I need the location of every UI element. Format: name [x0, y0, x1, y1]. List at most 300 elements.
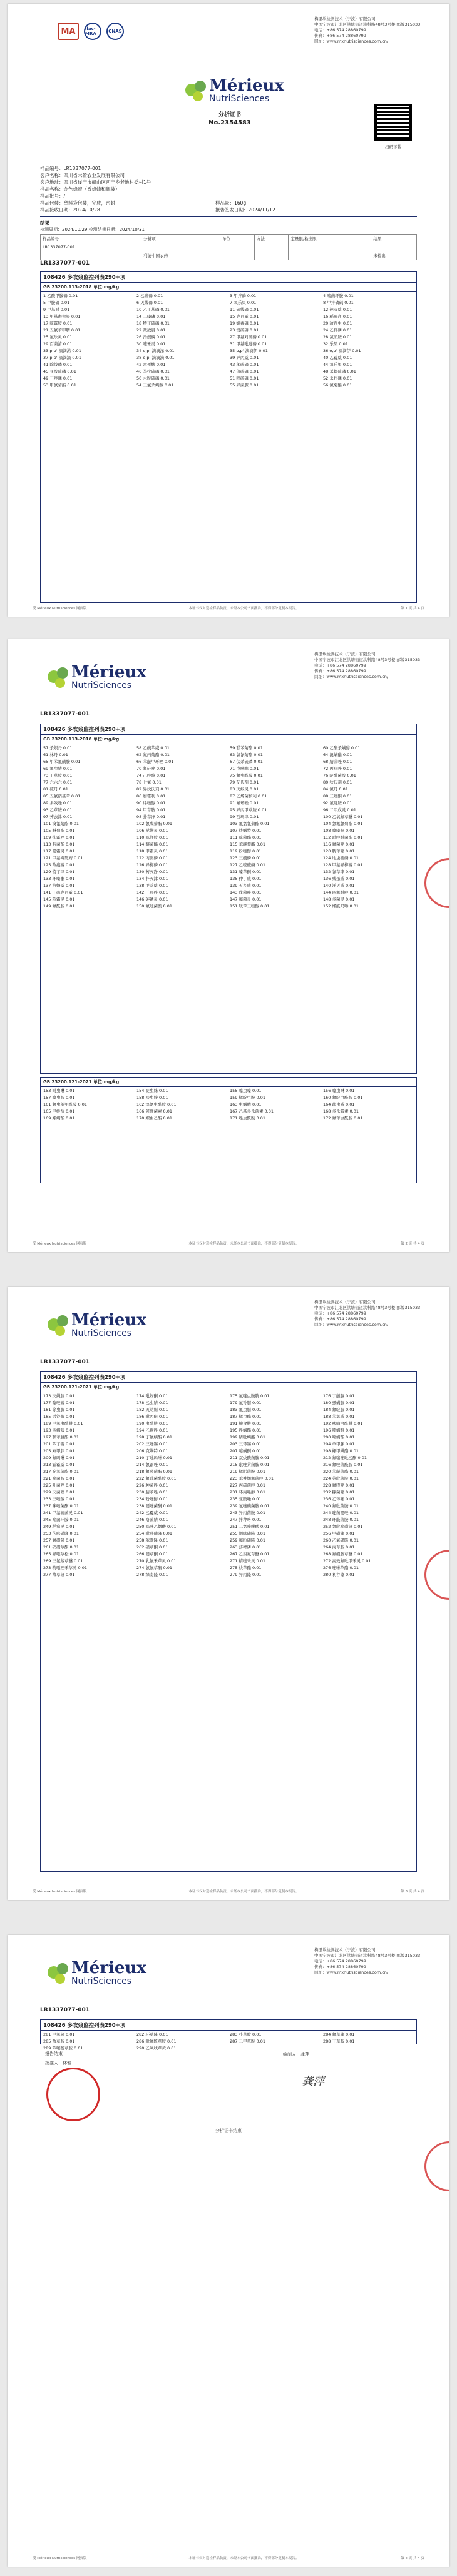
pesticide-item: 102 氰戊菊酯 0.01 — [136, 821, 173, 826]
pesticide-item: 229 灭菌唑 0.01 — [43, 1490, 75, 1495]
pesticide-item: 47 倍硫磷 0.01 — [230, 369, 259, 374]
company-fax: 传真：+86 574 28860799 — [314, 33, 366, 38]
pesticide-item: 254 吡嘧磺隆 0.01 — [136, 1531, 173, 1536]
lr-number: LR1337077-001 — [40, 1359, 90, 1365]
pesticide-item: 119 粉唑醇 0.01 — [230, 849, 262, 854]
pesticide-item: 96 二甲戊灵 0.01 — [323, 807, 356, 812]
pesticide-item: 203 三环锡 0.01 — [230, 1442, 262, 1447]
pesticide-item: 211 双炔酰菌胺 0.01 — [230, 1455, 270, 1460]
pesticide-item: 110 咪鲜胺 0.01 — [136, 835, 168, 840]
company-fax: 传真：+86 574 28860799 — [314, 1316, 366, 1321]
info-key: 样品名称： — [40, 186, 64, 192]
pesticide-item: 153 吡虫啉 0.01 — [43, 1088, 75, 1093]
pesticide-item: 197 联苯肼酯 0.01 — [43, 1435, 80, 1440]
pesticide-item: 156 噻虫啉 0.01 — [323, 1088, 355, 1093]
pesticide-item: 280 利谷隆 0.01 — [323, 1572, 355, 1577]
cnas-mark: CNAS — [106, 23, 124, 40]
pesticide-item: 106 哒螨灵 0.01 — [136, 828, 168, 833]
section-title: 108426 多农残监控列表290+项 — [41, 1372, 416, 1383]
company-address: 中国宁波市江北区洪塘街道洪科路48号3号楼 邮编315033 — [314, 1305, 421, 1310]
pesticide-item: 157 噻虫胺 0.01 — [43, 1095, 75, 1100]
pesticide-item: 32 乐果 0.01 — [323, 341, 348, 346]
pesticide-item: 257 氯磺隆 0.01 — [43, 1538, 75, 1543]
pesticide-item: 164 茚虫威 0.01 — [323, 1102, 355, 1107]
pesticide-item: 70 氟硅唑 0.01 — [136, 766, 166, 771]
signer-name: 林雅 — [63, 2061, 71, 2066]
pesticide-item: 284 氟草隆 0.01 — [323, 2032, 355, 2037]
pesticide-item: 63 氯氰菊酯 0.01 — [230, 752, 263, 757]
pesticide-item: 141 丁硫克百威 0.01 — [43, 890, 83, 895]
pesticide-item: 146 萎锈灵 0.01 — [136, 897, 168, 902]
pesticide-item: 126 异柳磷 0.01 — [136, 862, 168, 867]
pesticide-item: 83 灭蚁灵 0.01 — [230, 787, 259, 792]
pesticide-item: 100 乙氧氟草醚 0.01 — [323, 814, 363, 819]
pesticide-item: 52 杀扑磷 0.01 — [323, 376, 352, 381]
pesticide-item: 74 己唑醇 0.01 — [136, 773, 166, 778]
pesticide-item: 71 戊唑醇 0.01 — [230, 766, 259, 771]
signer-label: 批准人： — [45, 2061, 63, 2066]
company-web: 网址：www.mxnutrisciences.com.cn/ — [314, 39, 389, 44]
pesticide-item: 179 氟铃脲 0.01 — [230, 1400, 262, 1405]
company-fax: 传真：+86 574 28860799 — [314, 1964, 366, 1969]
info-row — [40, 206, 275, 213]
company-info — [314, 652, 439, 680]
info-value: 四川省遂宁市船山区西宁乡老池村委村1号 — [63, 179, 151, 185]
company-name: 梅里埃检测技术（宁波）有限公司 — [314, 16, 376, 21]
pesticide-item: 183 氟虫脲 0.01 — [230, 1407, 262, 1412]
page-number: 第 1 页 共 4 页 — [401, 607, 424, 610]
brand-logo — [183, 78, 284, 104]
pesticide-item: 256 甲磺隆 0.01 — [323, 1531, 355, 1536]
report-end-note: 报告结束 — [45, 2051, 63, 2056]
info-value: 四川省未赞农业发展有限公司 — [63, 173, 125, 178]
info-row — [40, 193, 275, 200]
section-std: GB 23200.121-2021 单位:mg/kg — [41, 1078, 416, 1087]
pesticide-item: 64 溴螨酯 0.01 — [323, 752, 352, 757]
pesticide-item: 161 氯虫苯甲酰胺 0.01 — [43, 1102, 88, 1107]
pesticide-item: 176 丁醚脲 0.01 — [323, 1393, 355, 1398]
pesticide-item: 202 三唑锡 0.01 — [136, 1442, 168, 1447]
pesticide-item: 137 抗蚜威 0.01 — [43, 883, 75, 888]
accreditation-marks — [58, 23, 124, 40]
pesticide-item: 214 氰霜唑 0.01 — [136, 1462, 168, 1467]
pesticide-item: 140 涕灭威 0.01 — [323, 883, 355, 888]
pesticide-item: 56 氯菊酯 0.01 — [323, 383, 352, 388]
pesticide-item: 20 敌百虫 0.01 — [323, 321, 352, 326]
pesticide-item: 26 治螟磷 0.01 — [136, 335, 166, 340]
pesticide-item: 272 高效氟吡甲禾灵 0.01 — [323, 1558, 371, 1563]
pesticide-item: 136 残杀威 0.01 — [323, 876, 355, 881]
cell: LR1337077-001 — [41, 243, 141, 251]
pesticide-item: 273 精噁唑禾草灵 0.01 — [43, 1565, 88, 1570]
pesticide-item: 277 敌草隆 0.01 — [43, 1572, 75, 1577]
pesticide-item: 216 氟唑菌酰胺 0.01 — [323, 1462, 363, 1467]
pesticide-item: 73 丁草胺 0.01 — [43, 773, 73, 778]
pesticide-item: 167 乙基多杀菌素 0.01 — [230, 1109, 274, 1114]
pesticide-item: 275 炔草酯 0.01 — [230, 1565, 262, 1570]
pesticide-item: 42 毒死蜱 0.01 — [136, 362, 166, 367]
reviewer-name: 龚萍 — [300, 2052, 309, 2057]
pesticide-item: 79 艾氏剂 0.01 — [230, 780, 259, 785]
pesticide-item: 144 四氟醚唑 0.01 — [323, 890, 359, 895]
pesticide-item: 267 乙羧氟草醚 0.01 — [230, 1552, 270, 1557]
pesticide-item: 228 氟喹唑 0.01 — [323, 1483, 355, 1488]
footer-mid: 本证书仅对送检样品负责，未经本公司书面批准，不得部分复制本报告。 — [188, 2557, 299, 2560]
lr-number: LR1337077-001 — [40, 711, 90, 717]
pesticide-item: 252 氯吡嘧磺隆 0.01 — [323, 1524, 363, 1529]
pesticide-item: 149 氟酰胺 0.01 — [43, 904, 75, 909]
pesticide-item: 249 稻瘟灵 0.01 — [43, 1524, 75, 1529]
pesticide-item: 127 乙嘧硫磷 0.01 — [230, 862, 266, 867]
pesticide-item: 286 吡氟酰草胺 0.01 — [136, 2039, 177, 2044]
info-key: 报告签发日期： — [215, 207, 249, 213]
pesticide-item: 152 烯酰吗啉 0.01 — [323, 904, 359, 909]
info-row — [40, 172, 275, 179]
pesticide-item: 135 仲丁威 0.01 — [230, 876, 262, 881]
leaf-icon — [45, 1312, 71, 1338]
page-footer — [33, 1241, 424, 1246]
pesticide-item: 289 苯噻酰草胺 0.01 — [43, 2046, 83, 2051]
pesticide-grid — [41, 1087, 416, 1122]
info-row — [40, 179, 275, 186]
pesticide-item: 215 吡唑萘菌胺 0.01 — [230, 1462, 270, 1467]
section-std: GB 23200.113-2018 单位:mg/kg — [41, 283, 416, 292]
footer-left: 受 Mérieux Nutrisciences 网页版 — [33, 2557, 87, 2560]
report-title-text: 分析证书 — [218, 112, 241, 118]
pesticide-item: 213 霜霉威 0.01 — [43, 1462, 75, 1467]
pesticide-item: 85 五氯硝基苯 0.01 — [43, 794, 81, 799]
pesticide-item: 88 三唑酮 0.01 — [323, 794, 352, 799]
pesticide-item: 233 三唑醇 0.01 — [43, 1497, 75, 1502]
pesticide-item: 23 溴硫磷 0.01 — [230, 328, 259, 333]
pesticide-item: 93 乙草胺 0.01 — [43, 807, 73, 812]
pesticide-item: 244 啶菌噁唑 0.01 — [323, 1510, 359, 1515]
pesticide-item: 184 氟啶脲 0.01 — [323, 1407, 355, 1412]
pesticide-item: 138 甲萘威 0.01 — [136, 883, 168, 888]
pesticide-item: 260 乙氧磺隆 0.01 — [323, 1538, 359, 1543]
pesticide-item: 22 敌敌畏 0.01 — [136, 328, 166, 333]
pesticide-item: 117 噁霜灵 0.01 — [43, 849, 75, 854]
brand-logo — [45, 1312, 146, 1338]
pesticide-item: 230 腈苯唑 0.01 — [136, 1490, 168, 1495]
pesticide-item: 288 丁草胺 0.01 — [323, 2039, 355, 2044]
pesticide-item: 62 氟丙菊酯 0.01 — [136, 752, 170, 757]
pesticide-item: 175 氟啶虫胺腈 0.01 — [230, 1393, 270, 1398]
leaf-icon — [45, 664, 71, 690]
pesticide-item: 182 灭幼脲 0.01 — [136, 1407, 168, 1412]
leaf-icon — [183, 78, 209, 104]
pesticide-item: 242 乙霉威 0.01 — [136, 1510, 168, 1515]
pesticide-item: 271 精喹禾灵 0.01 — [230, 1558, 266, 1563]
company-address: 中国宁波市江北区洪塘街道洪科路48号3号楼 邮编315033 — [314, 1953, 421, 1958]
pesticide-item: 132 氰草津 0.01 — [323, 869, 355, 874]
pesticide-item: 111 嘧菌酯 0.01 — [230, 835, 262, 840]
pesticide-item: 25 氟乐灵 0.01 — [43, 335, 73, 340]
pesticide-item: 222 氟吡菌酰胺 0.01 — [136, 1476, 177, 1481]
page-number: 第 2 页 共 4 页 — [401, 1242, 424, 1246]
pesticide-item: 86 腐霉利 0.01 — [136, 794, 166, 799]
seal-stamp — [424, 2141, 449, 2191]
pesticide-item: 226 种菌唑 0.01 — [136, 1483, 168, 1488]
leaf-icon — [45, 1960, 71, 1986]
result-period: 检测周期：2024/10/29 检测结束日期：2024/10/31 — [40, 227, 145, 232]
pesticide-item: 116 氟菌唑 0.01 — [323, 842, 355, 847]
pesticide-item: 36 o,p'-滴滴伊 0.01 — [323, 348, 361, 353]
cell: 利德中国农药 — [141, 251, 220, 260]
brand-name: Mérieux — [71, 663, 146, 682]
pesticide-item: 95 异丙甲草胺 0.01 — [230, 807, 267, 812]
pesticide-item: 220 苯醚菌酯 0.01 — [323, 1469, 359, 1474]
lr-number: LR1337077-001 — [40, 260, 90, 266]
section-title: 108426 多农残监控列表290+项 — [41, 2020, 416, 2031]
pesticide-item: 266 噁草酮 0.01 — [136, 1552, 168, 1557]
info-value: 塑料袋包装，完成，密封 — [63, 200, 115, 206]
pesticide-item: 27 甲基对硫磷 0.01 — [230, 335, 267, 340]
footer-left: 受 Mérieux Nutrisciences 网页版 — [33, 1242, 87, 1246]
col-header: 分析项 — [141, 235, 220, 243]
page-3 — [8, 1287, 449, 1900]
pesticide-item: 187 烯虫酯 0.01 — [230, 1414, 262, 1419]
pesticide-item: 235 亚胺唑 0.01 — [230, 1497, 262, 1502]
pesticide-item: 30 喹禾灵 0.01 — [136, 341, 166, 346]
pesticide-grid — [41, 292, 416, 389]
company-tel: 电话：+86 574 28860799 — [314, 663, 366, 668]
pesticide-item: 28 氯硝胺 0.01 — [323, 335, 352, 340]
pesticide-item: 139 灭多威 0.01 — [230, 883, 262, 888]
brand-name: Mérieux — [71, 1311, 146, 1330]
signature: 龚萍 — [302, 2075, 324, 2088]
pesticide-item: 210 丁吡吗啉 0.01 — [136, 1455, 173, 1460]
pesticide-item: 77 六六六 0.01 — [43, 780, 73, 785]
col-header: 样品编号 — [41, 235, 141, 243]
pesticide-item: 243 异丙菌胺 0.01 — [230, 1510, 266, 1515]
pesticide-item: 39 异丙威 0.01 — [230, 355, 259, 360]
pesticide-item: 207 噻螨酮 0.01 — [230, 1448, 262, 1453]
footer-mid: 本证书仅对送检样品负责，未经本公司书面批准，不得部分复制本报告。 — [188, 607, 299, 610]
pesticide-item: 15 克百威 0.01 — [230, 314, 259, 319]
pesticide-item: 76 啶酰菌胺 0.01 — [323, 773, 356, 778]
pesticide-item: 255 烟嘧磺隆 0.01 — [230, 1531, 266, 1536]
result-table — [40, 234, 417, 260]
brand-sub: NutriSciences — [71, 680, 132, 690]
pesticide-item: 81 硫丹 0.01 — [43, 787, 68, 792]
pesticide-item: 150 氟吡菌胺 0.01 — [136, 904, 173, 909]
pesticide-item: 35 p,p'-滴滴伊 0.01 — [230, 348, 268, 353]
pesticide-item: 198 丁氟螨酯 0.01 — [136, 1435, 173, 1440]
pesticide-item: 166 阿维菌素 0.01 — [136, 1109, 173, 1114]
pesticide-item: 7 氧乐果 0.01 — [230, 300, 257, 305]
pesticide-item: 114 醚菌酯 0.01 — [136, 842, 168, 847]
page-footer — [33, 2555, 424, 2560]
pesticide-item: 218 氟嘧菌酯 0.01 — [136, 1469, 173, 1474]
footer-left: 受 Mérieux Nutrisciences 网页版 — [33, 607, 87, 610]
pesticide-item: 217 啶氧菌酯 0.01 — [43, 1469, 80, 1474]
section-title: 108426 多农残监控列表290+项 — [41, 724, 416, 735]
pesticide-item: 204 单甲脒 0.01 — [323, 1442, 355, 1447]
pesticide-item: 188 苯氧威 0.01 — [323, 1414, 355, 1419]
pesticide-item: 18 特丁硫磷 0.01 — [136, 321, 170, 326]
pesticide-item: 287 二甲草胺 0.01 — [230, 2039, 266, 2044]
pesticide-item: 41 除线磷 0.01 — [43, 362, 73, 367]
pesticide-item: 49 三唑磷 0.01 — [43, 376, 73, 381]
pesticide-item: 57 杀螟丹 0.01 — [43, 745, 73, 750]
pesticide-item: 122 丙溴磷 0.01 — [136, 856, 168, 861]
pesticide-item: 212 氟噻唑吡乙酮 0.01 — [323, 1455, 367, 1460]
pesticide-item: 45 亚胺硫磷 0.01 — [43, 369, 76, 374]
lr-number: LR1337077-001 — [40, 2007, 90, 2013]
pesticide-item: 84 氯丹 0.01 — [323, 787, 348, 792]
pesticide-item: 40 乙霉威 0.01 — [323, 355, 352, 360]
pesticide-item: 89 多效唑 0.01 — [43, 801, 73, 806]
pesticide-item: 240 氟吡菌胺 0.01 — [323, 1503, 359, 1508]
ilac-mark: ilac-MRA — [84, 23, 101, 40]
pesticide-item: 123 三硫磷 0.01 — [230, 856, 262, 861]
pesticide-item: 251 二氯喹啉酸 0.01 — [230, 1524, 270, 1529]
pesticide-item: 68 腈菌唑 0.01 — [323, 759, 352, 764]
company-web: 网址：www.mxnutrisciences.com.cn/ — [314, 1322, 389, 1327]
pesticide-item: 61 林丹 0.01 — [43, 752, 68, 757]
info-value: 160g — [234, 200, 247, 206]
table-header — [41, 235, 417, 243]
pesticide-item: 103 氟氯氰菊酯 0.01 — [230, 821, 270, 826]
pesticide-item: 263 莎稗磷 0.01 — [230, 1545, 262, 1550]
pesticide-item: 261 硝磺草酮 0.01 — [43, 1545, 80, 1550]
pesticide-item: 241 甲基硫菌灵 0.01 — [43, 1510, 83, 1515]
pesticide-item: 265 异噁草松 0.01 — [43, 1552, 80, 1557]
end-line: 分析证书结束 — [40, 2126, 417, 2134]
pesticide-item: 6 灭线磷 0.01 — [136, 300, 163, 305]
info-value: / — [63, 193, 66, 199]
pesticide-item: 199 腈吡螨酯 0.01 — [230, 1435, 266, 1440]
pesticide-item: 92 氟啶胺 0.01 — [323, 801, 352, 806]
pesticide-item: 236 乙环唑 0.01 — [323, 1497, 355, 1502]
pesticide-item: 259 噻吩磺隆 0.01 — [230, 1538, 266, 1543]
pesticide-item: 170 螺虫乙酯 0.01 — [136, 1116, 173, 1121]
brand-name: Mérieux — [71, 1959, 146, 1977]
pesticide-item: 66 苯醚甲环唑 0.01 — [136, 759, 174, 764]
company-tel: 电话：+86 574 28860799 — [314, 28, 366, 33]
company-tel: 电话：+86 574 28860799 — [314, 1959, 366, 1964]
pesticide-item: 225 叶菌唑 0.01 — [43, 1483, 75, 1488]
pesticide-grid — [41, 1392, 416, 1578]
pesticide-item: 97 莠去津 0.01 — [43, 814, 73, 819]
pesticide-item: 239 氰唑磺菌胺 0.01 — [230, 1503, 270, 1508]
page-footer — [33, 1889, 424, 1894]
result-title: 结果 — [40, 220, 49, 226]
pesticide-item: 124 地虫硫磷 0.01 — [323, 856, 359, 861]
pesticide-item: 14 二嗪磷 0.01 — [136, 314, 166, 319]
table-row — [41, 243, 417, 251]
pesticide-item: 133 环嗪酮 0.01 — [43, 876, 75, 881]
pesticide-item: 195 唑螨酯 0.01 — [230, 1428, 262, 1433]
pesticide-item: 245 嘧菌环胺 0.01 — [43, 1517, 80, 1522]
pesticide-item: 177 噻唑磷 0.01 — [43, 1400, 75, 1405]
pesticide-item: 227 丙硫菌唑 0.01 — [230, 1483, 266, 1488]
pesticide-item: 185 杀铃脲 0.01 — [43, 1414, 75, 1419]
pesticide-item: 151 联苯三唑醇 0.01 — [230, 904, 270, 909]
pesticide-item: 285 敌草胺 0.01 — [43, 2039, 75, 2044]
pesticide-item: 181 除虫脲 0.01 — [43, 1407, 75, 1412]
pesticide-item: 54 三氯杀螨醇 0.01 — [136, 383, 174, 388]
pesticide-item: 248 环酰菌胺 0.01 — [323, 1517, 359, 1522]
pesticide-item: 4 嘧菌环胺 0.01 — [323, 293, 354, 298]
company-web: 网址：www.mxnutrisciences.com.cn/ — [314, 1970, 389, 1975]
pesticide-item: 21 五氯苯甲腈 0.01 — [43, 328, 81, 333]
page-footer — [33, 605, 424, 610]
pesticide-item: 115 苯醚菊酯 0.01 — [230, 842, 266, 847]
company-name: 梅里埃检测技术（宁波）有限公司 — [314, 652, 376, 657]
pesticide-item: 91 氟环唑 0.01 — [230, 801, 259, 806]
pesticide-item: 209 氟吗啉 0.01 — [43, 1455, 75, 1460]
company-address: 中国宁波市江北区洪塘街道洪科路48号3号楼 邮编315033 — [314, 22, 421, 27]
pesticide-item: 186 吡丙醚 0.01 — [136, 1414, 168, 1419]
pesticide-item: 107 炔螨特 0.01 — [230, 828, 262, 833]
pesticide-item: 46 马拉硫磷 0.01 — [136, 369, 170, 374]
info-value: LR1337077-001 — [63, 166, 101, 171]
pesticide-item: 253 苄嘧磺隆 0.01 — [43, 1531, 80, 1536]
pesticide-item: 87 乙烯菌核利 0.01 — [230, 794, 267, 799]
pesticide-item: 2 乙硫磷 0.01 — [136, 293, 163, 298]
brand-sub: NutriSciences — [209, 94, 270, 104]
pesticide-item: 155 噻虫嗪 0.01 — [230, 1088, 262, 1093]
pesticide-grid — [41, 2031, 416, 2052]
pesticide-item: 232 糠菌唑 0.01 — [323, 1490, 355, 1495]
pesticide-item: 58 乙硫苯威 0.01 — [136, 745, 170, 750]
pesticide-item: 196 喹螨醚 0.01 — [323, 1428, 355, 1433]
pesticide-item: 121 甲基毒死蜱 0.01 — [43, 856, 83, 861]
pesticide-item: 162 溴氰虫酰胺 0.01 — [136, 1102, 177, 1107]
section-std: GB 23200.121-2021 单位:mg/kg — [41, 1383, 416, 1392]
pesticide-item: 131 嗪草酮 0.01 — [230, 869, 262, 874]
pesticide-item: 134 扑灭津 0.01 — [136, 876, 168, 881]
info-key: 样品量： — [215, 200, 234, 206]
pesticide-item: 17 嘧霉胺 0.01 — [43, 321, 73, 326]
info-key: 客户名称： — [40, 173, 64, 178]
pesticide-item: 13 甲基毒虫畏 0.01 — [43, 314, 81, 319]
pesticide-item: 9 甲基对 0.01 — [43, 307, 70, 312]
pesticide-item: 69 氟虫腈 0.01 — [43, 766, 73, 771]
pesticide-item: 5 甲胺磷 0.01 — [43, 300, 70, 305]
company-info — [314, 1300, 439, 1328]
pesticide-item: 120 腈苯唑 0.01 — [323, 849, 355, 854]
page-number: 第 4 页 共 4 页 — [401, 2557, 424, 2560]
pesticide-item: 268 氟磺胺草醚 0.01 — [323, 1552, 363, 1557]
page-4 — [8, 1935, 449, 2567]
pesticide-item: 172 氟苯虫酰胺 0.01 — [323, 1116, 363, 1121]
company-name: 梅里埃检测技术（宁波）有限公司 — [314, 1300, 376, 1305]
report-number: No.2354583 — [208, 119, 251, 126]
pesticide-item: 147 噻菌灵 0.01 — [230, 897, 262, 902]
pesticide-item: 108 噻嗪酮 0.01 — [323, 828, 355, 833]
pesticide-item: 1 乙酰甲胺磷 0.01 — [43, 293, 78, 298]
pesticide-item: 109 抑霉唑 0.01 — [43, 835, 75, 840]
pesticide-item: 279 异丙隆 0.01 — [230, 1572, 262, 1577]
page-number: 第 3 页 共 4 页 — [401, 1890, 424, 1894]
pesticide-item: 274 氰氟草酯 0.01 — [136, 1565, 173, 1570]
pesticide-item: 59 联苯菊酯 0.01 — [230, 745, 263, 750]
pesticide-item: 98 扑草净 0.01 — [136, 814, 166, 819]
pesticide-item: 278 绿麦隆 0.01 — [136, 1572, 168, 1577]
pesticide-item: 37 p,p'-滴滴滴 0.01 — [43, 355, 81, 360]
qr-code[interactable] — [374, 104, 412, 141]
pesticide-item: 250 咪唑乙烟酸 0.01 — [136, 1524, 177, 1529]
company-info — [314, 16, 439, 44]
pesticide-item: 180 虱螨脲 0.01 — [323, 1400, 355, 1405]
pesticide-item: 178 乙虫腈 0.01 — [136, 1400, 168, 1405]
company-info — [314, 1947, 439, 1976]
pesticide-item: 165 甲维盐 0.01 — [43, 1109, 75, 1114]
pesticide-item: 247 拌种咯 0.01 — [230, 1517, 262, 1522]
